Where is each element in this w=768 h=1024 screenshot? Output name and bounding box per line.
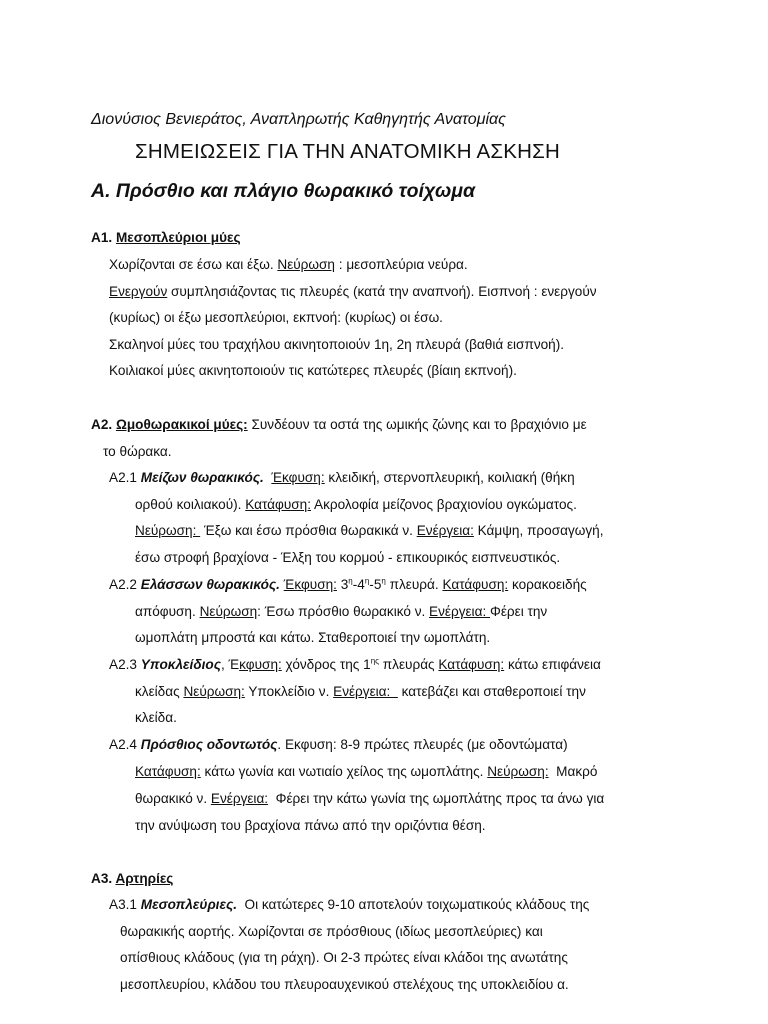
a2-3-keyword-origin: κφυση: [239,657,282,672]
a2-2-superscript: η [364,576,370,586]
a2-4-keyword-insertion: Κατάφυση: [135,764,201,779]
a2-4-text: κάτω γωνία και νωτιαίο χείλος της ωμοπλάτης. [200,764,488,779]
a2-2-text: -5 [369,577,382,592]
a2-4-text: Φέρει την κάτω γωνία της ωμοπλάτης προς τα άνω για [268,791,605,806]
a2-3-keyword-insertion: Κατάφυση: [438,657,505,672]
a2-1-keyword-action: Ενέργεια: [416,523,474,538]
a2-2-line-2 [135,603,547,621]
a2-4-keyword-innervation: Νεύρωση: [487,764,549,779]
author-line: Διονύσιος Βενιεράτος, Αναπληρωτής Καθηγητής Ανατομίας [91,111,506,128]
a1-line-1 [109,256,468,274]
a2-1-text: Ακρολοφία μείζονος βραχιονίου ογκώματος. [311,497,577,512]
a2-3-text: πλευράς [379,657,439,672]
a2-4-line-3 [135,790,604,808]
a2-3-muscle-name: Υποκλείδιος [140,657,221,672]
a2-2-keyword-origin: Έκφυση: [283,577,337,592]
a2-1-line-2 [135,496,577,514]
a2-1-text: Κάμψη, προσαγωγή, [473,523,604,538]
a2-1-text: ορθού κοιλιακού). [135,497,246,512]
a2-3-keyword-innervation: Νεύρωση: [183,684,245,699]
a2-3-text: , Έ [220,657,240,672]
a2-3-line-1 [109,656,601,674]
a2-1-text: κλειδική, στερνοπλευρική, κοιλιακή (θήκη [324,470,575,485]
a2-2-text: 3 [336,577,349,592]
a2-heading [91,416,587,434]
section-subtitle: Α. Πρόσθιο και πλάγιο θωρακικό τοίχωμα [91,180,476,202]
a3-1-line-2: θωρακικής αορτής. Χωρίζονται σε πρόσθιους (ιδίως μεσοπλεύριες) και [120,924,543,939]
a2-2-text: κορακοειδής [508,577,587,592]
a2-4-number: Α2.4 [109,737,141,752]
a2-3-text: κλείδας [135,684,184,699]
a2-1-line-4: έσω στροφή βραχίονα - Έλξη του κορμού - επικουρικός εισπνευστικός. [135,550,561,565]
a2-2-superscript: η [381,576,386,586]
a3-1-artery-name: Μεσοπλεύριες. [140,897,237,912]
a2-1-text: Έξω και έσω πρόσθια θωρακικά ν. [200,523,417,538]
a2-2-text: : Έσω πρόσθιο θωρακικό ν. [257,604,430,619]
a1-title: Μεσοπλεύριοι μύες [115,230,241,245]
a2-3-line-3: κλείδα. [135,710,177,725]
a2-2-text: πλευρά. [385,577,443,592]
a2-4-muscle-name: Πρόσθιος οδοντωτός [140,737,278,752]
a2-2-superscript: η [348,576,353,586]
a2-1-keyword-origin: Έκφυση: [271,470,325,485]
a3-title: Αρτηρίες [115,871,174,886]
a2-1-keyword-innervation: Νεύρωση: [135,523,201,538]
a2-4-keyword-action: Ενέργεια: [210,791,269,806]
a1-line-2 [109,283,597,301]
a2-4-line-4: την ανύψωση του βραχίονα πάνω από την οριζόντια θέση. [135,818,486,833]
a2-4-line-1 [109,736,568,754]
a2-1-keyword-insertion: Κατάφυση: [245,497,311,512]
a3-number: Α3. [91,871,116,886]
a2-3-text: κάτω επιφάνεια [504,657,601,672]
a3-1-line-3: οπίσθιους κλάδους (για τη ράχη). Οι 2-3 πρώτες είναι κλάδοι της ανωτάτης [120,950,568,965]
a2-2-muscle-name: Ελάσσων θωρακικός. [140,577,280,592]
a2-4-text: Μακρό [548,764,598,779]
a2-2-line-1 [109,576,587,594]
a1-heading [91,229,241,247]
a2-3-text: χόνδρος της 1 [281,657,371,672]
a2-2-text: -4 [352,577,365,592]
a2-number: Α2. [91,417,116,432]
a2-2-text: απόφυση. [135,604,200,619]
a1-keyword-action: Ενεργούν [109,284,168,299]
a2-text: Συνδέουν τα οστά της ωμικής ζώνης και το βραχιόνιο με [247,417,587,432]
a1-text: συμπλησιάζοντας τις πλευρές (κατά την αναπνοή). Εισπνοή : ενεργούν [167,284,597,299]
a3-1-text: Οι κατώτερες 9-10 αποτελούν τοιχωματικούς κλάδους της [236,897,590,912]
a1-line-5: Κοιλιακοί μύες ακινητοποιούν τις κατώτερες πλευρές (βίαιη εκπνοή). [109,363,517,378]
a2-2-keyword-action: Ενέργεια: [429,604,490,619]
a1-line-4: Σκαληνοί μύες του τραχήλου ακινητοποιούν 1η, 2η πλευρά (βαθιά εισπνοή). [109,337,565,352]
a1-text: Χωρίζονται σε έσω και έξω. [109,257,278,272]
a3-1-number: Α3.1 [109,897,141,912]
a2-3-text: Υποκλείδιο ν. [244,684,334,699]
a2-2-keyword-innervation: Νεύρωση [199,604,258,619]
a2-3-keyword-action: Ενέργεια: [333,684,398,699]
document-title: ΣΗΜΕΙΩΣΕΙΣ ΓΙΑ ΤΗΝ ΑΝΑΤΟΜΙΚΗ ΑΣΚΗΣΗ [135,140,561,163]
a2-2-number: Α2.2 [109,577,141,592]
a2-2-line-3: ωμοπλάτη μπροστά και κάτω. Σταθεροποιεί την ωμοπλάτη. [135,630,491,645]
a2-3-number: Α2.3 [109,657,141,672]
a1-text: : μεσοπλεύρια νεύρα. [334,257,468,272]
a2-4-text: θωρακικό ν. [135,791,211,806]
a3-1-line-4: μεσοπλευρίου, κλάδου του πλευροαυχενικού στελέχους της υποκλειδίου α. [120,977,569,992]
a2-4-line-2 [135,763,597,781]
a2-title: Ωμοθωρακικοί μύες: [115,417,248,432]
a1-keyword-innervation: Νεύρωση [277,257,335,272]
a1-line-3: (κυρίως) οι έξω μεσοπλεύριοι, εκπνοή: (κυρίως) οι έσω. [109,310,443,325]
a2-2-keyword-insertion: Κατάφυση: [442,577,509,592]
a2-1-muscle-name: Μείζων θωρακικός. [140,470,264,485]
a2-line-2: το θώρακα. [103,444,172,459]
a2-1-line-3 [135,522,604,540]
a2-3-text: κατεβάζει και σταθεροποιεί την [397,684,586,699]
a2-1-line-1 [109,469,575,487]
a2-1-number: Α2.1 [109,470,141,485]
a2-2-text: Φέρει την [490,604,548,619]
a2-3-superscript: ης [370,656,380,666]
a3-heading [91,870,173,888]
a1-number: Α1. [91,230,116,245]
a2-3-line-2 [135,683,586,701]
a2-4-text: . Εκφυση: 8-9 πρώτες πλευρές (με οδοντώματα) [277,737,568,752]
a3-1-line-1 [109,896,589,914]
